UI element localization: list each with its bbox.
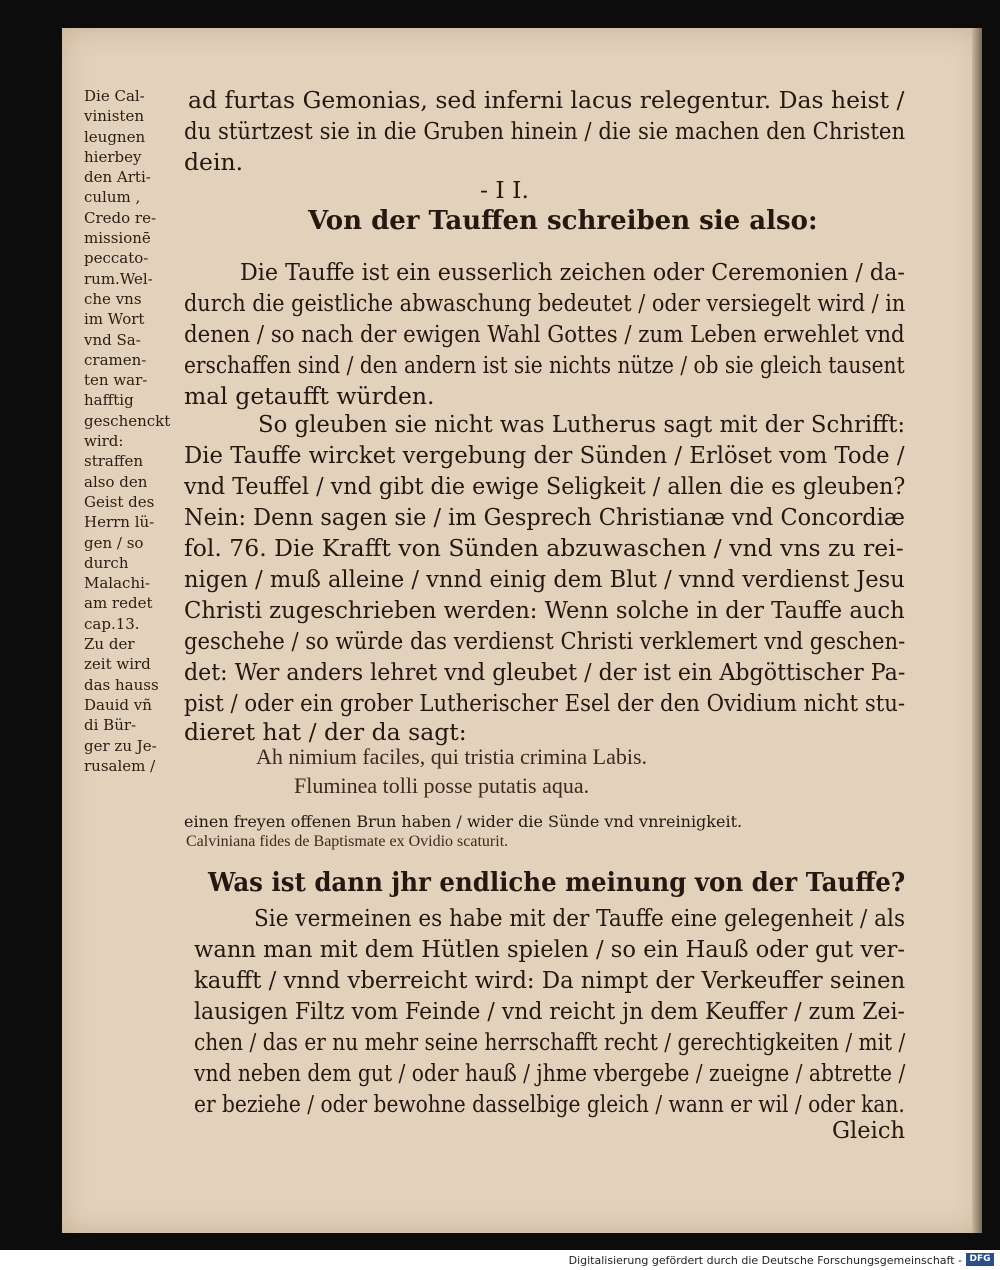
text-line: So gleuben sie nicht was Lutherus sagt mit der Schrifft: — [258, 410, 906, 438]
marginal-line: culum , — [84, 188, 141, 207]
marginal-line: Herrn lü- — [84, 513, 155, 532]
marginal-line: vinisten — [84, 107, 144, 126]
text-line: dieret hat / der da sagt: — [184, 718, 467, 746]
marginal-line: Malachi- — [84, 574, 150, 593]
marginal-line: cap.13. — [84, 614, 140, 633]
text-line: Christi zugeschrieben werden: Wenn solche in der Tauffe auch — [184, 596, 905, 624]
text-line: erschaffen sind / den andern ist sie nichts nütze / ob sie gleich tausent — [184, 351, 905, 379]
catchword: Gleich — [832, 1116, 906, 1144]
marginal-line: geschenckt — [84, 411, 171, 430]
footer-bar — [0, 1250, 1000, 1270]
marginal-line: peccato- — [84, 249, 149, 268]
marginal-line: Dauid vñ — [84, 695, 152, 714]
marginal-line: also den — [84, 472, 148, 491]
funding-credit: Digitalisierung gefördert durch die Deutsche Forschungsgemeinschaft - — [568, 1254, 962, 1267]
text-line: Die Tauffe ist ein eusserlich zeichen oder Ceremonien / da- — [240, 258, 905, 286]
marginal-line: hafftig — [84, 391, 134, 410]
marginal-line: cramen- — [84, 350, 147, 369]
marginal-line: ger zu Je- — [84, 736, 157, 755]
text-line: fol. 76. Die Krafft von Sünden abzuwaschen / vnd vns zu rei- — [184, 534, 904, 562]
text-line: Sie vermeinen es habe mit der Tauffe eine gelegenheit / als — [254, 904, 906, 932]
text-line: denen / so nach der ewigen Wahl Gottes / zum Leben erwehlet vnd — [184, 320, 905, 348]
text-line: lausigen Filtz vom Feinde / vnd reicht jn dem Keuffer / zum Zei- — [194, 997, 905, 1025]
latin-verse: Fluminea tolli posse putatis aqua. — [294, 773, 590, 798]
marginal-line: zeit wird — [84, 655, 151, 674]
marginal-line: Zu der — [84, 635, 135, 654]
text-line: durch die geistliche abwaschung bedeutet / oder versiegelt wird / in — [184, 289, 906, 317]
marginal-line: im Wort — [84, 310, 145, 329]
marginal-line: ten war- — [84, 371, 148, 390]
text-line: chen / das er nu mehr seine herrschafft recht / gerechtigkeiten / mit / — [194, 1028, 906, 1056]
marginal-line: wird: — [84, 432, 124, 451]
page-edge — [972, 28, 982, 1233]
marginal-line: straffen — [84, 452, 144, 471]
marginal-line: gen / so — [84, 533, 144, 552]
marginal-line: missionē — [84, 229, 151, 248]
marginal-line: hierbey — [84, 147, 142, 166]
text-line: mal getaufft würden. — [184, 382, 435, 410]
text-line: du stürtzest sie in die Gruben hinein / die sie machen den Christen — [184, 117, 906, 145]
marginal-line: den Arti- — [84, 168, 151, 187]
marginal-line: das hauss — [84, 675, 159, 694]
section-heading: Von der Tauffen schreiben sie also: — [308, 206, 818, 236]
text-line: Nein: Denn sagen sie / im Gesprech Christianæ vnd Concordiæ — [184, 503, 905, 531]
marginal-line: Geist des — [84, 492, 155, 511]
text-line: dein. — [184, 148, 244, 176]
text-line: vnd Teuffel / vnd gibt die ewige Seligkeit / allen die es gleuben? — [184, 472, 906, 500]
section-heading: Was ist dann jhr endliche meinung von der Tauffe? — [208, 868, 906, 898]
dfg-logo: DFG — [966, 1253, 994, 1266]
marginal-line: leugnen — [84, 127, 146, 146]
latin-note: Calviniana fides de Baptismate ex Ovidio scaturit. — [186, 833, 509, 850]
text-line: pist / oder ein grober Lutherischer Esel der den Ovidium nicht stu- — [184, 689, 906, 717]
section-number: - I I. — [480, 176, 529, 204]
text-line: Die Tauffe wircket vergebung der Sünden / Erlöset vom Tode / — [184, 441, 905, 469]
marginal-line: Die Cal- — [84, 87, 145, 105]
marginal-line: am redet — [84, 594, 153, 613]
marginal-line: Credo re- — [84, 208, 157, 227]
text-line: geschehe / so würde das verdienst Christi verklemert vnd geschen- — [184, 627, 906, 655]
text-line: vnd neben dem gut / oder hauß / jhme vbergebe / zueigne / abtrette / — [194, 1059, 906, 1087]
text-line: kaufft / vnnd vberreicht wird: Da nimpt der Verkeuffer seinen — [194, 966, 906, 994]
marginal-note — [84, 86, 182, 776]
text-line: ad furtas Gemonias, sed inferni lacus relegentur. Das heist / — [188, 86, 905, 114]
marginal-line: rum.Wel- — [84, 269, 153, 288]
marginal-line: di Bür- — [84, 716, 137, 735]
marginal-line: durch — [84, 553, 129, 572]
latin-verse: Ah nimium faciles, qui tristia crimina Labis. — [256, 744, 648, 769]
text-line: er beziehe / oder bewohne dasselbige gleich / wann er wil / oder kan. — [194, 1090, 905, 1118]
marginal-line: vnd Sa- — [84, 330, 141, 349]
marginal-line: rusalem / — [84, 756, 156, 775]
marginal-line: che vns — [84, 289, 142, 308]
text-line: nigen / muß alleine / vnnd einig dem Blut / vnnd verdienst Jesu — [184, 565, 905, 593]
text-line: einen freyen offenen Brun haben / wider die Sünde vnd vnreinigkeit. — [184, 812, 743, 831]
text-line: det: Wer anders lehret vnd gleubet / der ist ein Abgöttischer Pa- — [184, 658, 906, 686]
text-line: wann man mit dem Hütlen spielen / so ein Hauß oder gut ver- — [194, 935, 905, 963]
